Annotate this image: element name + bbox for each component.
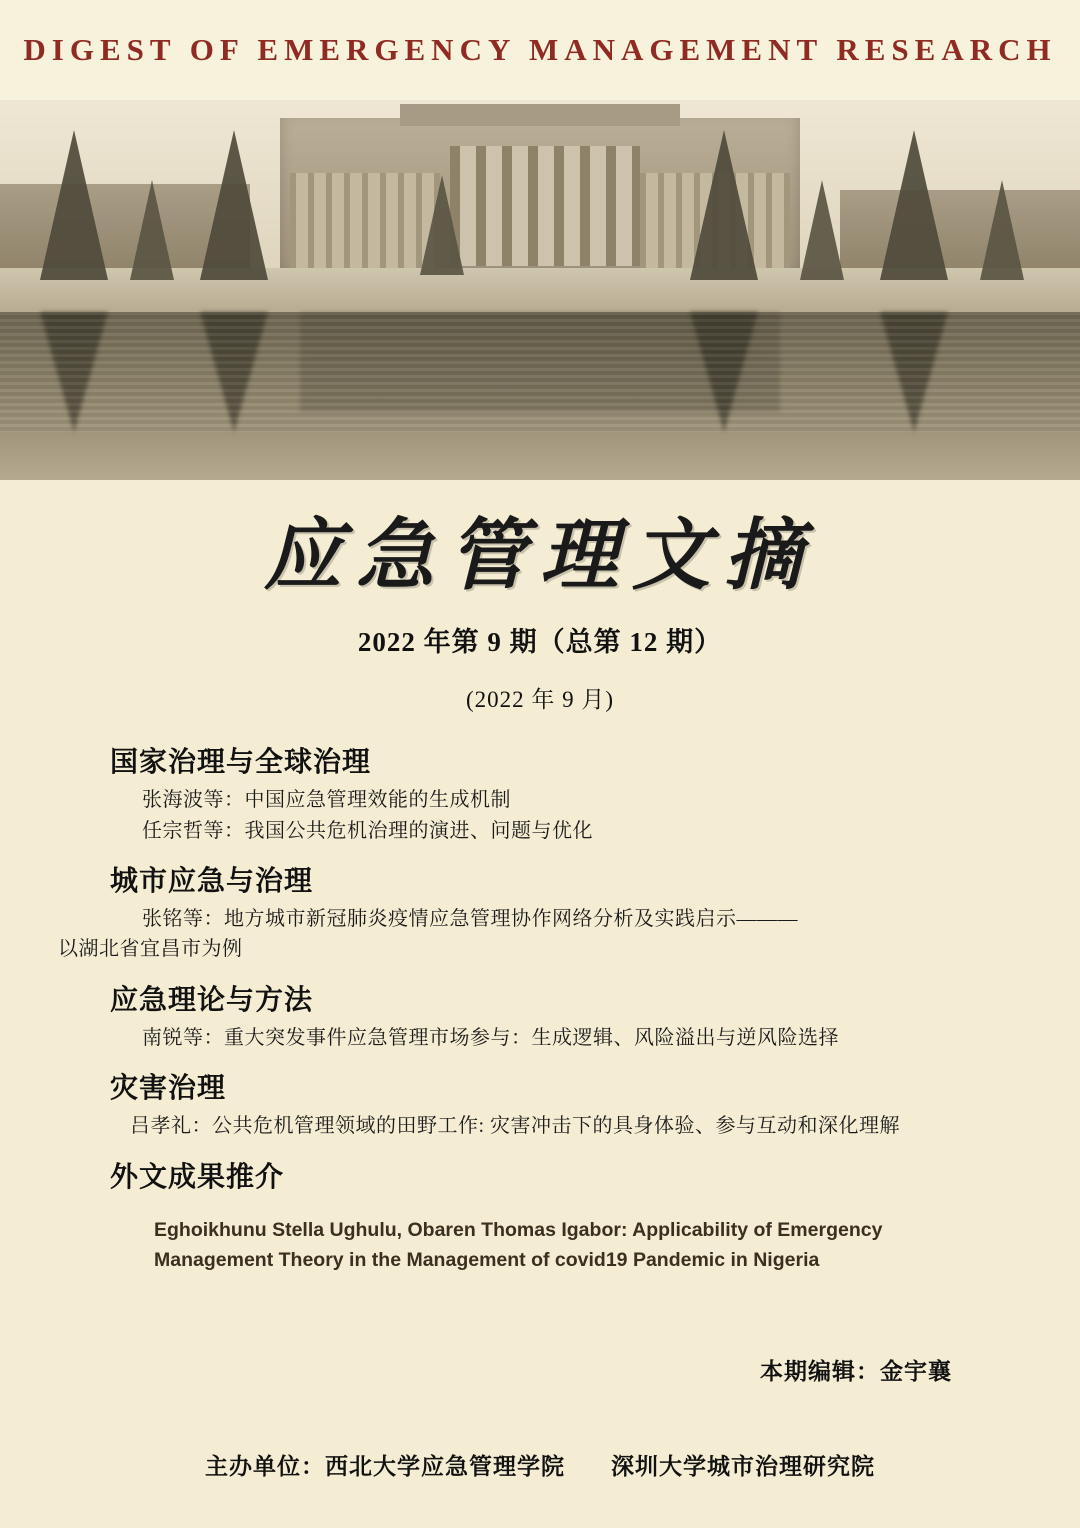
photo-tree: [880, 130, 948, 280]
table-of-contents: [58, 740, 1022, 1275]
toc-section: [58, 1066, 1022, 1140]
toc-section: [58, 978, 1022, 1052]
toc-entry: 任宗哲等：我国公共危机治理的演进、问题与优化: [142, 819, 593, 842]
toc-section-title: 应急理论与方法: [110, 984, 314, 1016]
toc-section-title: 国家治理与全球治理: [110, 747, 372, 779]
photo-tree: [980, 180, 1024, 280]
sponsor-name-2: 深圳大学城市治理研究院: [611, 1454, 875, 1480]
toc-entry: 张铭等：地方城市新冠肺炎疫情应急管理协作网络分析及实践启示———: [142, 908, 798, 931]
photo-water-ripples: [0, 312, 1080, 432]
photo-tree: [420, 175, 464, 275]
issue-number: 2022 年第 9 期（总第 12 期）: [357, 627, 723, 658]
toc-foreign-entry-line1: Eghoikhunu Stella Ughulu, Obaren Thomas Igabor: Applicability of Emergency Management: [154, 1218, 883, 1271]
toc-entry-continuation: 以湖北省宜昌市为例: [58, 938, 243, 961]
issue-editor: 本期编辑：金宇襄: [760, 1359, 952, 1385]
photo-tree: [800, 180, 844, 280]
photo-right-building: [840, 190, 1080, 280]
toc-section: [58, 1155, 1022, 1275]
english-journal-title: DIGEST OF EMERGENCY MANAGEMENT RESEARCH: [23, 32, 1057, 67]
cover-photo: [0, 100, 1080, 480]
toc-foreign-entry-line2: Theory in the Management of covid19 Pandemic in Nigeria: [278, 1248, 820, 1271]
photo-water: [0, 312, 1080, 480]
sponsors: [0, 1448, 1080, 1481]
sponsor-name-1: 西北大学应急管理学院: [325, 1454, 565, 1480]
toc-entry: 张海波等：中国应急管理效能的生成机制: [142, 789, 511, 812]
photo-tree: [130, 180, 174, 280]
photo-colonnade: [450, 146, 640, 266]
toc-section-title: 灾害治理: [110, 1073, 227, 1105]
toc-entry: 南锐等：重大突发事件应急管理市场参与：生成逻辑、风险溢出与逆风险选择: [142, 1026, 839, 1049]
photo-tree: [200, 130, 268, 280]
toc-section-title: 城市应急与治理: [110, 866, 314, 898]
toc-entry: 吕孝礼：公共危机管理领域的田野工作: 灾害冲击下的具身体验、参与互动和深化理解: [130, 1115, 901, 1138]
toc-section: [58, 859, 1022, 964]
toc-section: [58, 740, 1022, 845]
toc-section-title: 外文成果推介: [110, 1161, 285, 1193]
photo-tree: [40, 130, 108, 280]
chinese-journal-title: 应急管理文摘: [263, 510, 816, 601]
masthead: [0, 510, 1080, 714]
issue-date: (2022 年 9 月): [465, 687, 615, 713]
photo-tree: [690, 130, 758, 280]
toc-foreign-entry: [154, 1215, 994, 1275]
banner: [0, 0, 1080, 100]
photo-left-wing: [290, 173, 440, 283]
sponsor-label: 主办单位：: [205, 1454, 325, 1480]
